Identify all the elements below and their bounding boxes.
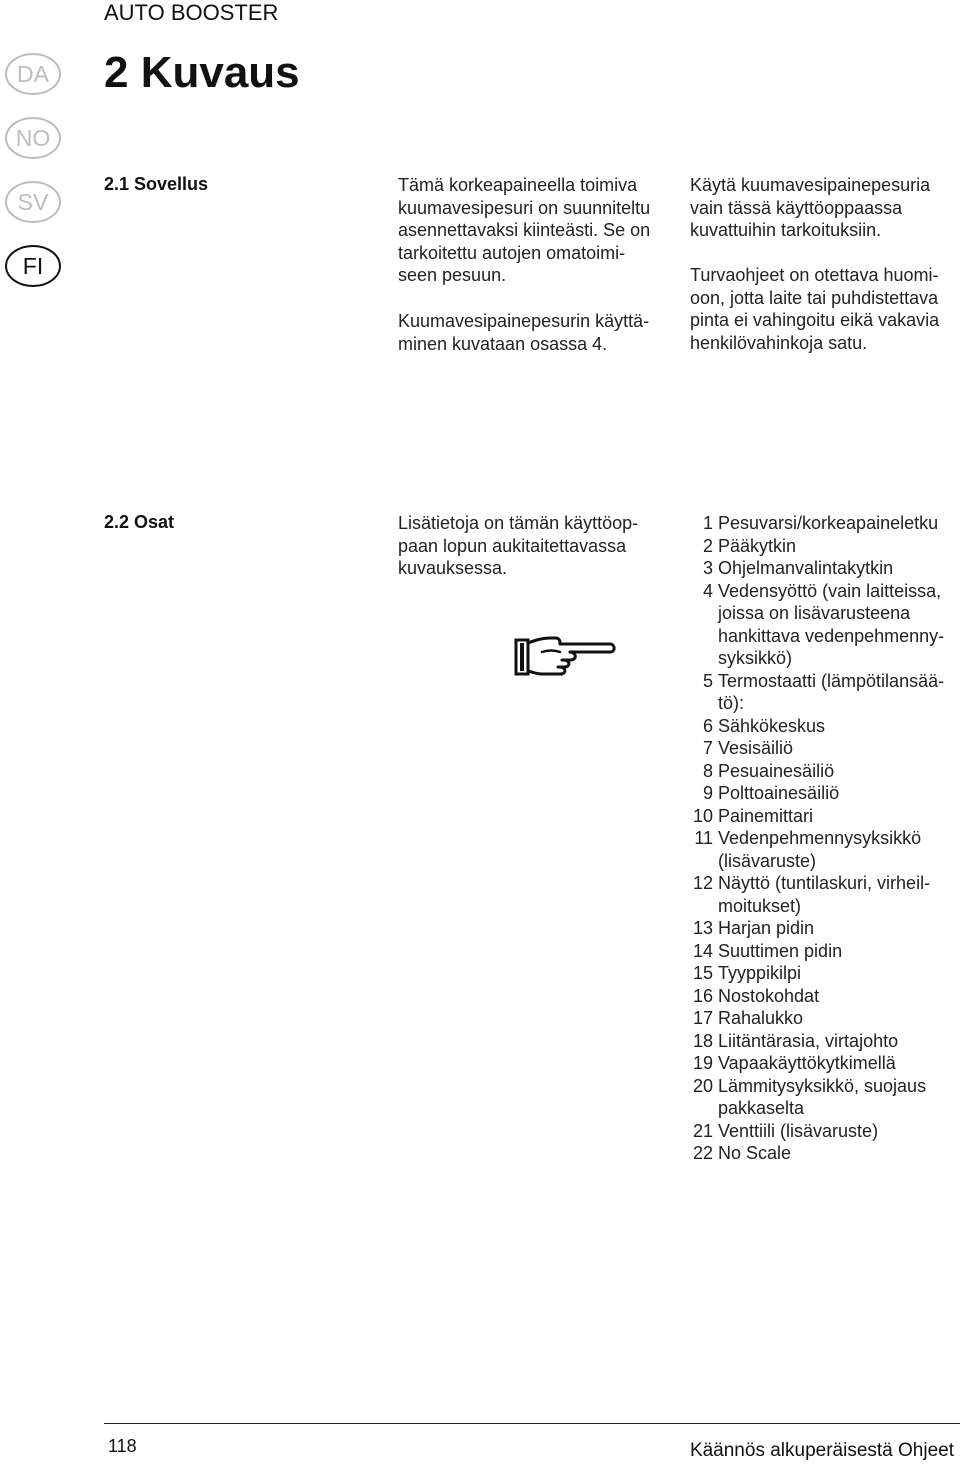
part-label-line: Harjan pidin — [718, 918, 815, 938]
part-number: 13 — [692, 918, 713, 938]
part-number: 10 — [692, 805, 713, 826]
part-label-line: Näyttö (tuntilaskuri, virheil- — [718, 873, 931, 893]
part-label-line: Sähkökeskus — [718, 715, 826, 736]
part-label-line: Vedenpehmennysyksikkö — [718, 828, 922, 848]
text-line: Kuumavesipainepesurin käyttä- — [398, 311, 650, 331]
document-header: AUTO BOOSTER — [104, 0, 279, 25]
part-label — [718, 535, 796, 558]
part-number: 7 — [702, 738, 713, 758]
parts-list-item — [686, 782, 944, 805]
part-label-line: Polttoainesäiliö — [718, 783, 840, 803]
parts-list-item — [686, 872, 944, 917]
parts-list-item — [686, 917, 944, 940]
parts-list-item — [686, 715, 944, 738]
part-number: 22 — [692, 1143, 713, 1163]
language-tab-fi[interactable] — [4, 244, 62, 288]
part-label — [718, 827, 921, 872]
parts-list-item — [686, 962, 944, 985]
language-tab-sv[interactable] — [4, 180, 62, 224]
part-number: 5 — [702, 670, 713, 691]
parts-list-item — [686, 670, 944, 715]
part-label — [718, 1120, 878, 1143]
part-label-line: Liitäntärasia, virtajohto — [718, 1030, 899, 1051]
part-number: 14 — [692, 940, 713, 961]
chapter-title: 2 Kuvaus — [104, 48, 300, 97]
part-label-line: Vesisäiliö — [718, 738, 794, 758]
part-label-line: joissa on lisävarusteena — [718, 603, 911, 623]
part-label-line: pakkaselta — [718, 1098, 805, 1118]
part-label-line: Vapaakäyttökytkimellä — [718, 1053, 896, 1073]
part-label — [718, 985, 819, 1008]
part-number: 1 — [702, 513, 713, 533]
part-label — [718, 760, 834, 783]
part-label — [718, 1052, 896, 1075]
part-label — [718, 1142, 791, 1165]
sovellus-paragraph-1 — [398, 174, 650, 287]
parts-list-item — [686, 760, 944, 783]
parts-list-item — [686, 557, 944, 580]
part-label — [718, 917, 814, 940]
part-number: 16 — [692, 985, 713, 1006]
part-label — [718, 782, 839, 805]
part-number: 9 — [702, 783, 713, 803]
part-label-line: Painemittari — [718, 805, 814, 826]
part-label-line: Pääkytkin — [718, 535, 797, 556]
parts-list-item — [686, 1120, 944, 1143]
part-label-line: hankittava vedenpehmenny- — [718, 625, 945, 646]
part-label — [718, 512, 938, 535]
part-label-line: syksikkö) — [718, 648, 793, 668]
part-number: 18 — [692, 1030, 713, 1051]
language-code: FI — [22, 253, 44, 279]
language-code: DA — [17, 61, 49, 87]
parts-list-item — [686, 580, 944, 670]
part-number: 19 — [692, 1053, 713, 1073]
part-label — [718, 1030, 898, 1053]
parts-list-item — [686, 940, 944, 963]
part-label-line: Ohjelmanvalintakytkin — [718, 558, 894, 578]
text-line: Tämä korkeapaineella toimiva — [398, 175, 638, 195]
part-number: 11 — [694, 828, 713, 848]
parts-list-item — [686, 1007, 944, 1030]
part-label-line: Nostokohdat — [718, 985, 820, 1006]
parts-list-item — [686, 1142, 944, 1165]
part-label-line: Rahalukko — [718, 1008, 804, 1028]
parts-list — [686, 512, 944, 1165]
part-label-line: moitukset) — [718, 895, 802, 916]
text-line: tarkoitettu autojen omatoimi- — [398, 242, 626, 263]
parts-list-item — [686, 1030, 944, 1053]
part-number: 12 — [692, 873, 713, 893]
part-label — [718, 962, 801, 985]
part-label — [718, 557, 893, 580]
text-line: oon, jotta laite tai puhdistettava — [690, 287, 939, 308]
text-line: Käytä kuumavesipainepesuria — [690, 175, 931, 195]
text-line: pinta ei vahingoitu eikä vakavia — [690, 310, 940, 330]
osat-note — [398, 512, 638, 580]
parts-list-item — [686, 1075, 944, 1120]
sovellus-paragraph-2 — [398, 310, 649, 355]
part-label-line: Pesuainesäiliö — [718, 760, 835, 781]
part-number: 4 — [702, 580, 713, 601]
parts-list-item — [686, 512, 944, 535]
part-label-line: Vedensyöttö (vain laitteissa, — [718, 580, 942, 601]
language-code: SV — [17, 189, 49, 215]
part-label-line: No Scale — [718, 1143, 792, 1163]
part-label — [718, 670, 944, 715]
part-label — [718, 940, 842, 963]
part-label — [718, 737, 793, 760]
part-label-line: Lämmitysyksikkö, suojaus — [718, 1075, 927, 1096]
parts-list-item — [686, 805, 944, 828]
text-line: Lisätietoja on tämän käyttöop- — [398, 513, 639, 533]
parts-list-item — [686, 985, 944, 1008]
part-number: 20 — [692, 1075, 713, 1096]
part-label-line: (lisävaruste) — [718, 850, 817, 871]
language-tab-da[interactable] — [4, 52, 62, 96]
part-label — [718, 872, 930, 917]
footer-divider — [104, 1423, 960, 1424]
parts-list-item — [686, 827, 944, 872]
footer-note: Käännös alkuperäisestä Ohjeet — [689, 1440, 954, 1461]
part-label-line: Venttiili (lisävaruste) — [718, 1120, 879, 1141]
parts-list-item — [686, 1052, 944, 1075]
part-label — [718, 1075, 926, 1120]
text-line: seen pesuun. — [398, 265, 507, 285]
part-label-line: Suuttimen pidin — [718, 940, 843, 961]
part-number: 17 — [692, 1008, 713, 1028]
part-label-line: Pesuvarsi/korkeapaineletku — [718, 513, 939, 533]
text-line: minen kuvataan osassa 4. — [398, 333, 608, 354]
part-number: 6 — [702, 715, 713, 736]
text-line: vain tässä käyttöoppaassa — [690, 197, 903, 218]
parts-list-item — [686, 737, 944, 760]
part-label — [718, 805, 813, 828]
parts-list-item — [686, 535, 944, 558]
part-label-line: Tyyppikilpi — [718, 963, 802, 983]
part-label — [718, 715, 825, 738]
section-heading-sovellus: 2.1 Sovellus — [104, 174, 209, 194]
text-line: kuumavesipesuri on suunniteltu — [398, 197, 651, 218]
language-code: NO — [15, 125, 51, 151]
text-line: asennettavaksi kiinteästi. Se on — [398, 220, 651, 240]
part-label-line: Termostaatti (lämpötilansää- — [718, 670, 945, 691]
text-line: henkilövahinkoja satu. — [690, 332, 868, 353]
sovellus-paragraph-3 — [690, 174, 930, 242]
part-number: 3 — [702, 558, 713, 578]
text-line: kuvauksessa. — [398, 558, 508, 578]
text-line: paan lopun aukitaitettavassa — [398, 535, 627, 556]
section-heading-osat: 2.2 Osat — [104, 512, 175, 532]
part-number: 8 — [702, 760, 713, 781]
page-number: 118 — [108, 1436, 137, 1456]
sovellus-paragraph-4 — [690, 264, 939, 354]
text-line: kuvattuihin tarkoituksiin. — [690, 220, 882, 240]
part-label — [718, 1007, 803, 1030]
part-number: 2 — [702, 535, 713, 556]
pointing-hand-icon — [512, 630, 618, 684]
part-label — [718, 580, 944, 670]
part-number: 21 — [692, 1120, 713, 1141]
language-tab-no[interactable] — [4, 116, 62, 160]
part-label-line: tö): — [718, 693, 745, 713]
text-line: Turvaohjeet on otettava huomi- — [690, 265, 939, 285]
part-number: 15 — [692, 963, 713, 983]
